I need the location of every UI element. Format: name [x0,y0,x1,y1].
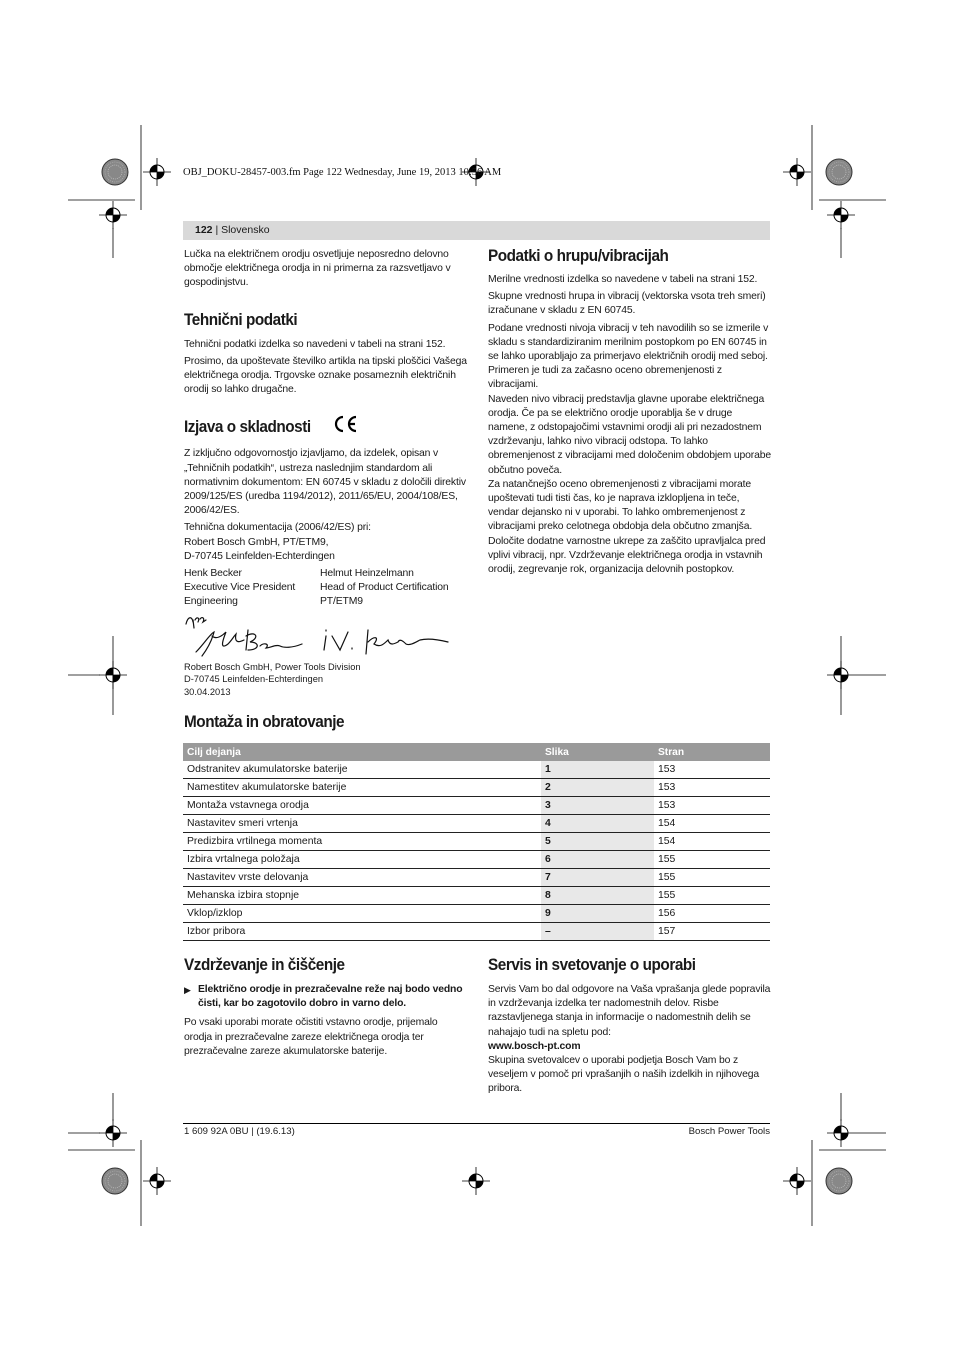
assembly-table [183,743,770,941]
row-page: 153 [654,797,770,815]
row-page: 155 [654,869,770,887]
column-header-action: Cilj dejanja [183,743,541,761]
row-action: Izbira vrtalnega položaja [183,851,541,869]
row-action: Vklop/izklop [183,905,541,923]
signer-1-title-2: Engineering [184,596,238,608]
signature-company: Robert Bosch GmbH, Power Tools Division [184,661,361,672]
right-column [488,246,771,577]
row-figure: – [541,923,654,941]
row-figure: 9 [541,905,654,923]
table-row [183,815,770,833]
row-figure: 6 [541,851,654,869]
row-action: Mehanska izbira stopnje [183,887,541,905]
maintenance-bullet-text: Električno orodje in prezračevalne reže naj bodo vedno čisti, kar bo zagotovilo dobro in varno delo. [198,984,463,1010]
conformity-paragraph-2: Tehnična dokumentacija (2006/42/ES) pri: [184,522,371,534]
table-row [183,833,770,851]
noise-paragraph-3: Podane vrednosti nivoja vibracij v teh navodilih so se izmerile v skladu s standardiziranim merilnim postopkom po EN 60745 in se lahko uporabljajo za primerjavo električnih orodij med seboj. Primeren je tudi za začasno oceno obremenjenosti z vibracijami. [488,322,769,391]
page-header [183,221,770,240]
row-figure: 4 [541,815,654,833]
conformity-paragraph-4: D-70745 Leinfelden-Echterdingen [184,550,335,562]
signer-2 [320,567,449,610]
table-row [183,761,770,779]
noise-paragraph-5: Za natančnejšo oceno obremenjenosti z vibracijami morate upoštevati tudi tisti čas, ko je naprava izklopljena in teče, vendar dejansko ni v uporabi. To lahko ombremenjenost z vibracijami preko celotnega obdobja dela občutno zmanjša. [488,478,753,533]
conformity-paragraph-1: Z izključno odgovornostjo izjavljamo, da izdelek, opisan v „Tehničnih podatkih“, ustreza naslednjim standardom ali normativnim dokumentom: EN 60745 v skladu z določili direktiv 2009/125/ES (uredba 1194/2012), 2011/65/EU, 2004/108/ES, 2006/42/ES. [184,448,466,517]
noise-paragraph-4: Naveden nivo vibracij predstavlja glavne uporabe električnega orodja. Če pa se električno orodje uporablja še v druge namene, z odstopajočimi vstavnimi orodji ali pri nezadostnem vzdrževanju, lahko nivo vibracij odstopa. To lahko obremenjenost z vibracijami med določenim obdobjem uporabe občutno poveča. [488,393,771,476]
row-action: Izbor pribora [183,923,541,941]
table-row [183,923,770,941]
column-header-page: Stran [654,743,770,761]
section-name: Slovensko [221,224,270,236]
row-figure: 7 [541,869,654,887]
table-row [183,797,770,815]
triangle-bullet-icon: ▶ [184,985,191,995]
tech-paragraph-1: Tehnični podatki izdelka so navedeni v tabeli na strani 152. [184,338,446,350]
signer-2-name: Helmut Heinzelmann [320,568,414,580]
signer-1-name: Henk Becker [184,568,242,580]
noise-heading: Podatki o hrupu/vibracijah [488,246,669,265]
row-page: 154 [654,815,770,833]
signer-1-title-1: Executive Vice President [184,582,296,594]
row-action: Predizbira vrtilnega momenta [183,833,541,851]
row-figure: 2 [541,779,654,797]
table-header-row [183,743,770,761]
left-column [184,248,467,698]
signer-2-title-1: Head of Product Certification [320,582,449,594]
row-page: 154 [654,833,770,851]
row-page: 155 [654,851,770,869]
row-figure: 3 [541,797,654,815]
page-number: 122 [195,224,213,236]
header-separator: | [212,224,222,236]
row-page: 157 [654,923,770,941]
service-paragraph-1: Servis Vam bo dal odgovore na Vaša vprašanja glede popravila in vzdrževanja izdelka ter nadomestnih delov. Risbe razstavljenega stanja in informacije o nadomestnih delih se nahajajo tudi na spletu pod: [488,984,771,1038]
maintenance-paragraph: Po vsaki uporabi morate očistiti vstavno orodje, prijemalo orodja in prezračevalne zareze električnega orodja ter prezračevalne zareze akumulatorske baterije. [184,1017,438,1057]
row-action: Namestitev akumulatorske baterije [183,779,541,797]
handwritten-signatures [184,614,454,664]
signature-date: 30.04.2013 [184,686,231,697]
file-header: OBJ_DOKU-28457-003.fm Page 122 Wednesday, June 19, 2013 10:56 AM [183,167,502,178]
row-figure: 5 [541,833,654,851]
assembly-heading: Montaža in obratovanje [184,712,345,731]
ce-mark-icon [331,414,359,439]
table-row [183,779,770,797]
footer-left: 1 609 92A 0BU | (19.6.13) [184,1126,295,1137]
conformity-heading-row [184,414,467,439]
table-row [183,887,770,905]
row-action: Montaža vstavnega orodja [183,797,541,815]
column-header-figure: Slika [541,743,654,761]
conformity-heading: Izjava o skladnosti [184,416,311,436]
signer-2-title-2: PT/ETM9 [320,596,363,608]
service-paragraph-2: Skupina svetovalcev o uporabi podjetja Bosch Vam bo z veseljem v pomoč pri vprašanjih o naših izdelkih in njihovega pribora. [488,1055,759,1095]
row-action: Nastavitev vrste delovanja [183,869,541,887]
noise-paragraph-6: Določite dodatne varnostne ukrepe za zaščito upravljalca pred vplivi vibracij, npr. Vzdrževanje električnega orodja in vstavnih orodij, zegrevanje rok, organizacija delovnih postopkov. [488,535,766,576]
table-row [183,851,770,869]
row-page: 155 [654,887,770,905]
conformity-paragraph-3: Robert Bosch GmbH, PT/ETM9, [184,536,329,548]
table-row [183,905,770,923]
tech-paragraph-2: Prosimo, da upoštevate številko artikla na tipski ploščici Vašega električnega orodja. Trgovske oznake posameznih električnih orodij so lahko drugačne. [184,355,467,396]
signer-1 [184,567,320,610]
row-page: 153 [654,779,770,797]
service-section [488,955,771,1097]
row-page: 156 [654,905,770,923]
row-figure: 8 [541,887,654,905]
service-url-link[interactable]: www.bosch-pt.com [488,1040,581,1052]
signers [184,567,467,610]
noise-paragraph-2: Skupne vrednosti hrupa in vibracij (vektorska vsota treh smeri) izračunane v skladu z EN 60745. [488,291,766,317]
footer-right: Bosch Power Tools [688,1126,770,1137]
maintenance-bullet [184,983,467,1011]
tech-heading: Tehnični podatki [184,309,298,329]
row-page: 153 [654,761,770,779]
service-heading: Servis in svetovanje o uporabi [488,955,696,974]
row-action: Odstranitev akumulatorske baterije [183,761,541,779]
maintenance-heading: Vzdrževanje in čiščenje [184,955,345,974]
signature-address: D-70745 Leinfelden-Echterdingen [184,674,324,685]
intro-paragraph: Lučka na električnem orodju osvetljuje neposredno delovno območje električnega orodja in ni primerna za razsvetljavo v gospodinjstvu. [184,249,451,289]
table-row [183,869,770,887]
footer-rule [183,1123,770,1124]
noise-paragraph-1: Merilne vrednosti izdelka so navedene v tabeli na strani 152. [488,274,758,285]
row-action: Nastavitev smeri vrtenja [183,815,541,833]
row-figure: 1 [541,761,654,779]
maintenance-section [184,955,467,1059]
